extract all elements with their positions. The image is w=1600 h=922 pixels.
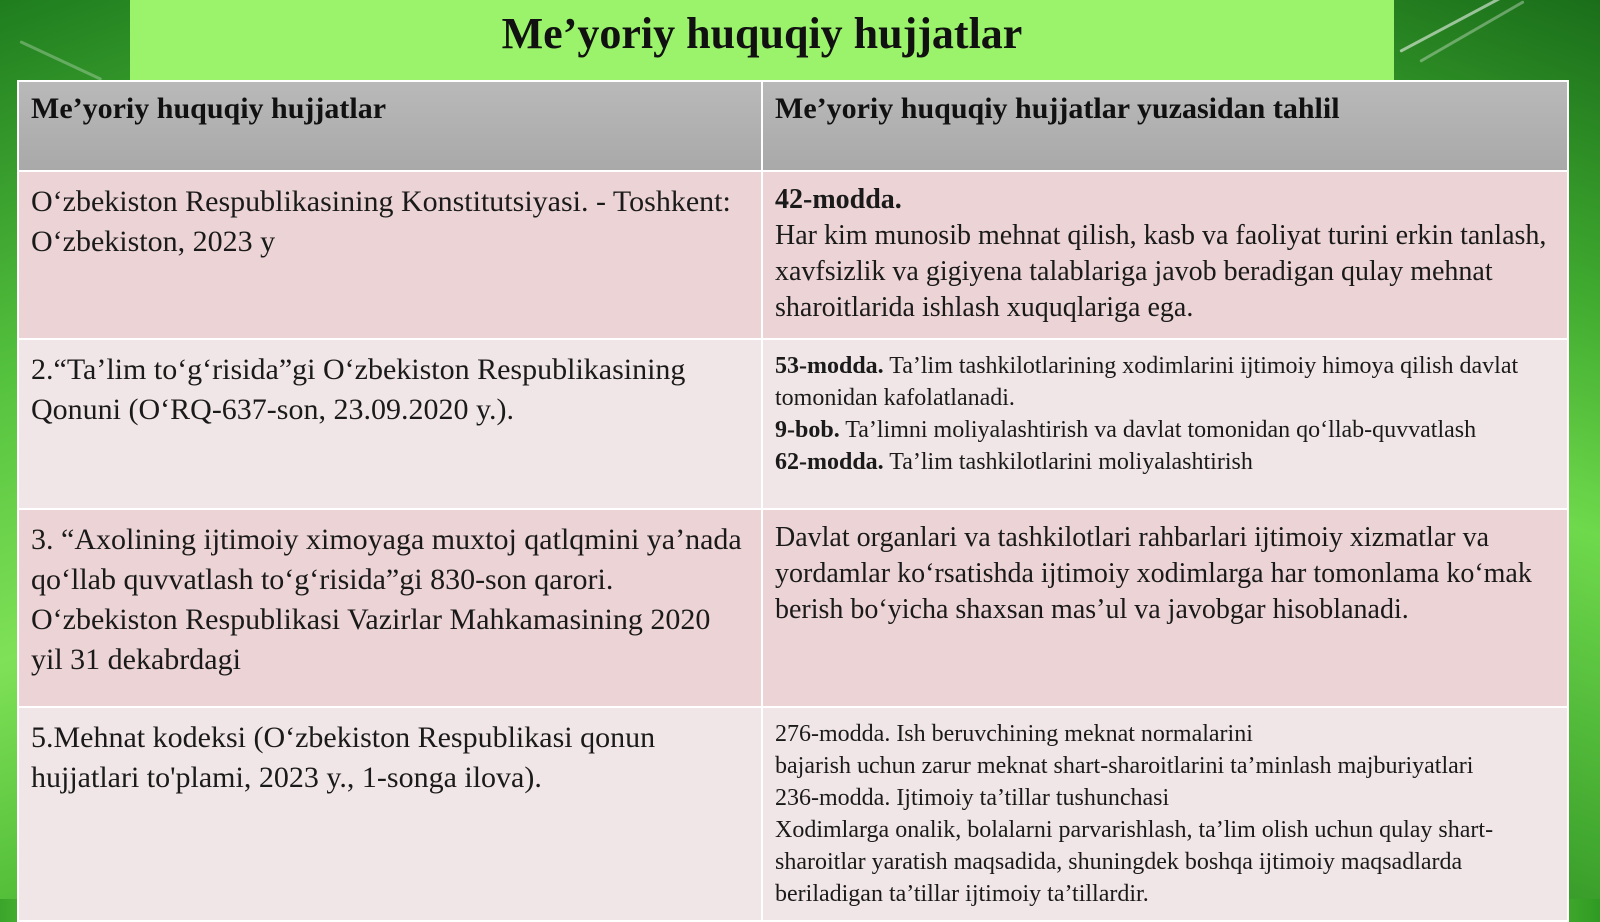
- table-row: [18, 707, 1568, 921]
- analysis-cell: [762, 171, 1568, 339]
- analysis-cell: [762, 707, 1568, 921]
- analysis-line: 236-modda. Ijtimoiy ta’tillar tushunchasi: [775, 785, 1170, 811]
- document-cell: 3. “Axolining ijtimoiy ximoyaga muxtoj qatlqmini ya’nada qo‘llab quvvatlash to‘g‘risida”gi 830-son qarori. O‘zbekiston Respublikasi Vazirlar Mahkamasining 2020 yil 31 dekabrdagi: [18, 509, 762, 707]
- table-row: [18, 509, 1568, 707]
- table-row: [18, 339, 1568, 509]
- analysis-cell: [762, 509, 1568, 707]
- analysis-line: Har kim munosib mehnat qilish, kasb va faoliyat turini erkin tanlash, xavfsizlik va gigiyena talablariga javob beradigan qulay mehnat sharoitlarida ishlash xuquqlariga ega.: [775, 220, 1547, 323]
- document-cell: O‘zbekiston Respublikasining Konstitutsiyasi. - Toshkent: O‘zbekiston, 2023 y: [18, 171, 762, 339]
- article-label: 42-modda.: [775, 184, 902, 215]
- table-row: [18, 171, 1568, 339]
- article-label: 62-modda.: [775, 449, 884, 475]
- slide-title: Me’yoriy huquqiy hujjatlar: [501, 9, 1023, 58]
- document-cell: 5.Mehnat kodeksi (O‘zbekiston Respublikasi qonun hujjatlari to'plami, 2023 y., 1-songa ilova).: [18, 707, 762, 921]
- header-documents: Me’yoriy huquqiy hujjatlar: [18, 81, 762, 171]
- article-label: 53-modda.: [775, 353, 884, 379]
- article-text: Ta’lim tashkilotlarini moliyalashtirish: [883, 449, 1253, 475]
- chapter-text: Ta’limni moliyalashtirish va davlat tomonidan qo‘llab-quvvatlash: [839, 417, 1477, 443]
- documents-table: [17, 80, 1569, 922]
- analysis-line: [775, 414, 1555, 446]
- analysis-cell: [762, 339, 1568, 509]
- analysis-line: 276-modda. Ish beruvchining meknat normalarini: [775, 721, 1253, 747]
- analysis-line: [775, 446, 1555, 478]
- document-cell: 2.“Ta’lim to‘g‘risida”gi O‘zbekiston Respublikasining Qonuni (O‘RQ-637-son, 23.09.2020 y.).: [18, 339, 762, 509]
- table-header-row: [18, 81, 1568, 171]
- article-text: Ta’lim tashkilotlarining xodimlarini ijtimoiy himoya qilish davlat tomonidan kafolatlanadi.: [775, 353, 1519, 411]
- analysis-line: Xodimlarga onalik, bolalarni parvarishlash, ta’lim olish uchun qulay shart-sharoitlar yaratish maqsadida, shuningdek boshqa ijtimoiy maqsadlarda beriladigan ta’tillar ijtimoiy ta’tillardir.: [775, 817, 1494, 907]
- analysis-line: bajarish uchun zarur meknat shart-sharoitlarini ta’minlash majburiyatlari: [775, 753, 1474, 779]
- analysis-line: Davlat organlari va tashkilotlari rahbarlari ijtimoiy xizmatlar va yordamlar ko‘rsatishda ijtimoiy xodimlarga har tomonlama ko‘mak berish bo‘yicha shaxsan mas’ul va javobgar hisoblanadi.: [775, 522, 1532, 625]
- chapter-label: 9-bob.: [775, 417, 840, 443]
- analysis-line: [775, 350, 1555, 414]
- analysis-line: [775, 182, 1555, 218]
- header-analysis: Me’yoriy huquqiy hujjatlar yuzasidan tahlil: [762, 81, 1568, 171]
